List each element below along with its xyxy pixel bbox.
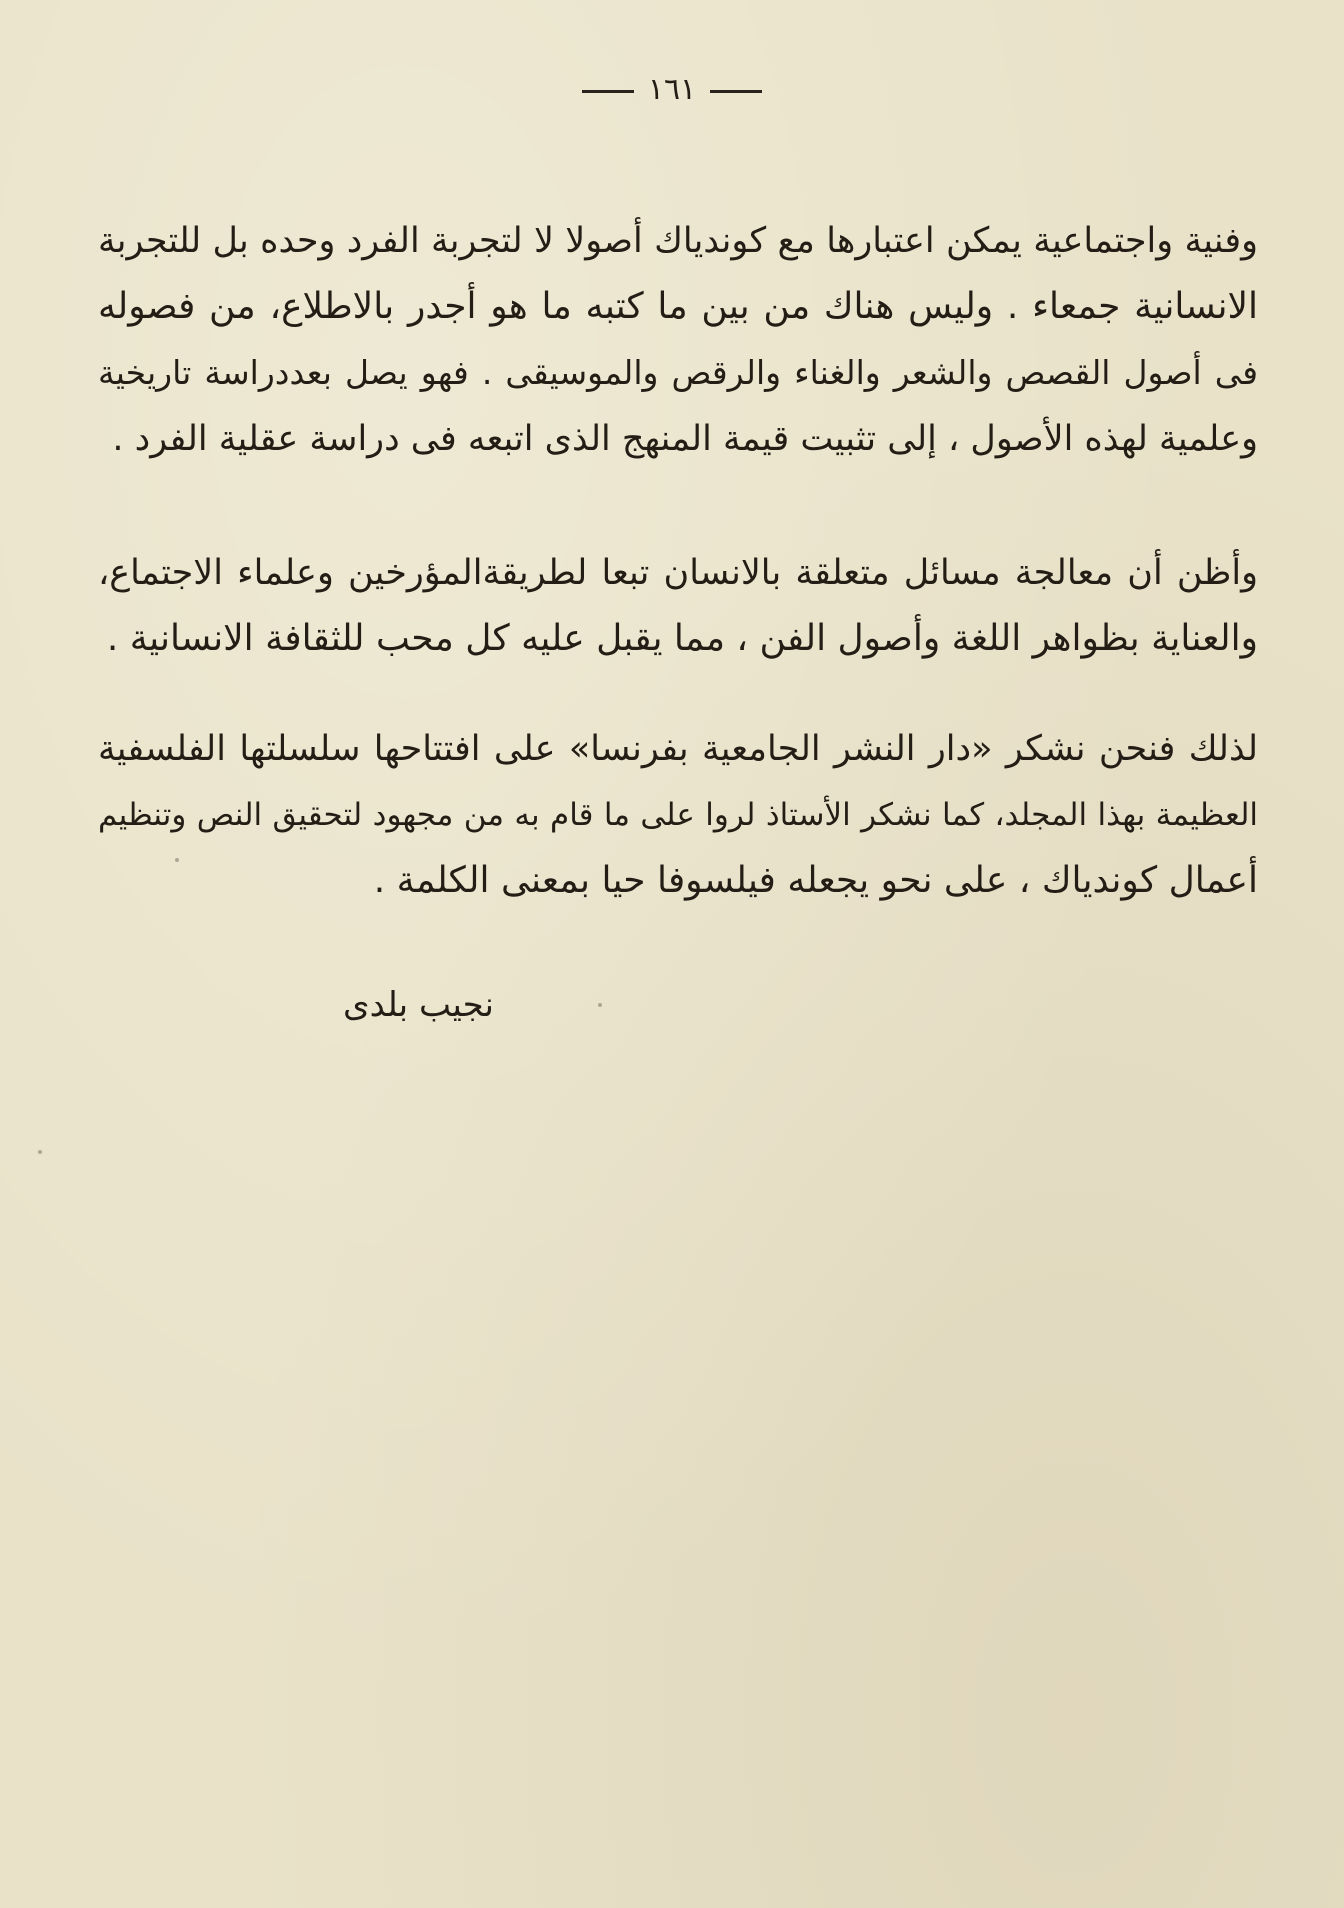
paragraph-2 <box>98 540 1258 672</box>
paper-speck <box>38 1150 42 1154</box>
author-signature: نجيب بلدى <box>342 985 494 1025</box>
paragraph-line: لذلك فنحن نشكر «دار النشر الجامعية بفرنسا» على افتتاحها سلسلتها الفلسفية <box>98 729 1258 769</box>
paragraph-line: وأظن أن معالجة مسائل متعلقة بالانسان تبعا لطريقةالمؤرخين وعلماء الاجتماع، <box>98 553 1258 593</box>
paragraph-3 <box>98 716 1258 914</box>
header-dash-right <box>710 90 762 93</box>
page-number-header <box>0 70 1344 110</box>
paper-speck <box>598 1003 602 1007</box>
paper-speck <box>175 858 179 862</box>
paragraph-line: العظيمة بهذا المجلد، كما نشكر الأستاذ لروا على ما قام به من مجهود لتحقيق النص وتنظيم <box>98 797 1258 833</box>
paragraph-line: فى أصول القصص والشعر والغناء والرقص والموسيقى . فهو يصل بعددراسة تاريخية <box>98 353 1258 392</box>
paragraph-line: الانسانية جمعاء . وليس هناك من بين ما كتبه ما هو أجدر بالاطلاع، من فصوله <box>98 286 1258 327</box>
page-number: ١٦١ <box>647 72 697 107</box>
paragraph-line: والعناية بظواهر اللغة وأصول الفن ، مما يقبل عليه كل محب للثقافة الانسانية . <box>106 618 1258 659</box>
header-dash-left <box>582 90 634 93</box>
paragraph-line: وعلمية لهذه الأصول ، إلى تثبيت قيمة المنهج الذى اتبعه فى دراسة عقلية الفرد . <box>112 419 1258 459</box>
paragraph-1 <box>98 208 1258 472</box>
paragraph-line: أعمال كوندياك ، على نحو يجعله فيلسوفا حيا بمعنى الكلمة . <box>373 860 1258 901</box>
paragraph-line: وفنية واجتماعية يمكن اعتبارها مع كوندياك أصولا لا لتجربة الفرد وحده بل للتجربة <box>98 221 1258 261</box>
